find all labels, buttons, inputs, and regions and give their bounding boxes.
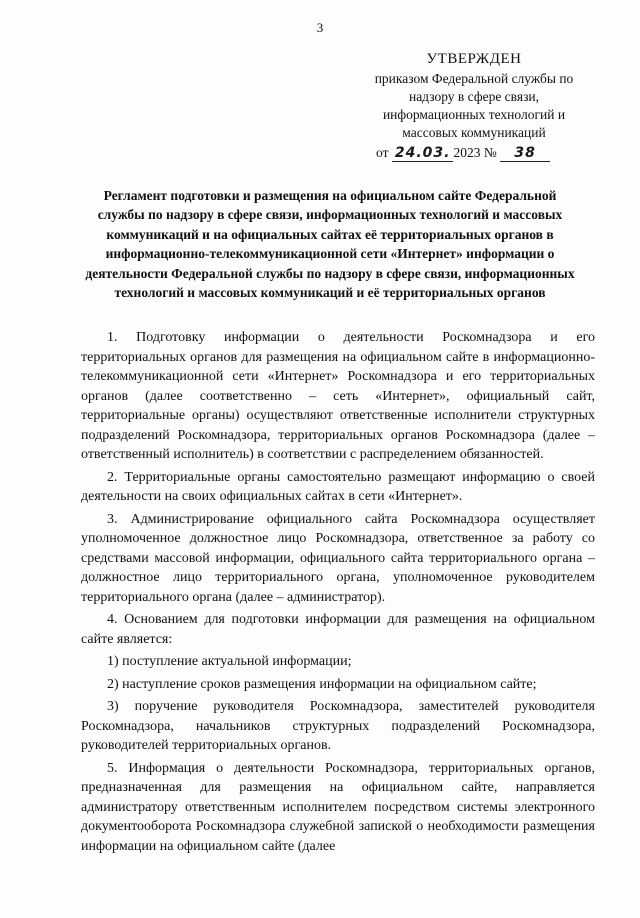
- list-item-3: 3) поручение руководителя Роскомнадзора, заместителей руководителя Роскомнадзора, начальников структурных подразделений Роскомнадзора, руководителей территориальных органов.: [81, 699, 595, 753]
- paragraph-4: 4. Основанием для подготовки информации для размещения на официальном сайте является:: [81, 612, 595, 647]
- date-year: 2023: [453, 145, 481, 160]
- handwritten-number: 38: [500, 146, 550, 162]
- approval-line-1: приказом Федеральной службы по: [374, 71, 574, 86]
- list-item-2: 2) наступление сроков размещения информации на официальном сайте;: [107, 676, 537, 692]
- approval-line-2: надзору в сфере связи,: [408, 89, 540, 104]
- approval-line-3: информационных технологий и: [382, 107, 566, 122]
- approval-stamp: [354, 50, 594, 162]
- paragraph-2: 2. Территориальные органы самостоятельно размещают информацию о своей деятельности на своих официальных сайтах в сети «Интернет».: [81, 469, 595, 504]
- approval-date-line: [354, 144, 594, 162]
- paragraph-1: 1. Подготовку информации о деятельности Роскомнадзора и его территориальных органов для размещения на официальном сайте в информационно-телекоммуникационной сети «Интернет» Роскомнадзора и его территориальных органов (далее соответственно – сеть «Интернет», официальный сайт, территориальные органы) осуществляют ответственные исполнители структурных подразделений Роскомнадзора, территориальных органов Роскомнадзора (далее – ответственный исполнитель) в соответствии с распределением обязанностей.: [81, 330, 595, 462]
- approval-line-4: массовых коммуникаций: [402, 125, 546, 140]
- paragraph-5: 5. Информация о деятельности Роскомнадзора, территориальных органов, предназначенная для размещения на официальном сайте, направляется администратору ответственным исполнителем посредством системы электронного документооборота Роскомнадзора служебной запиской о необходимости размещения информации на официальном сайте (далее: [81, 760, 595, 854]
- handwritten-date: 24.03.: [392, 146, 454, 162]
- list-item-1: 1) поступление актуальной информации;: [107, 654, 352, 669]
- document-title: Регламент подготовки и размещения на официальном сайте Федеральной службы по надзору в сфере связи, информационных технологий и массовых коммуникаций и на официальных сайтах её территориальных органов в информационно-телекоммуникационной сети «Интернет» информации о деятельности Федеральной службы по надзору в сфере связи, информационных технологий и массовых коммуникаций и её территориальных органов: [85, 188, 575, 301]
- document-body: [81, 328, 595, 859]
- page-number: 3: [316, 20, 324, 35]
- number-prefix: №: [483, 145, 497, 160]
- approval-title: УТВЕРЖДЕН: [426, 51, 522, 67]
- date-prefix: от: [376, 145, 389, 160]
- paragraph-3: 3. Администрирование официального сайта Роскомнадзора осуществляет уполномоченное должностное лицо Роскомнадзора, ответственное за работу со средствами массовой информации, официального сайта территориального органа – должностное лицо территориального органа, уполномоченное руководителем территориального органа (далее – администратор).: [81, 511, 595, 605]
